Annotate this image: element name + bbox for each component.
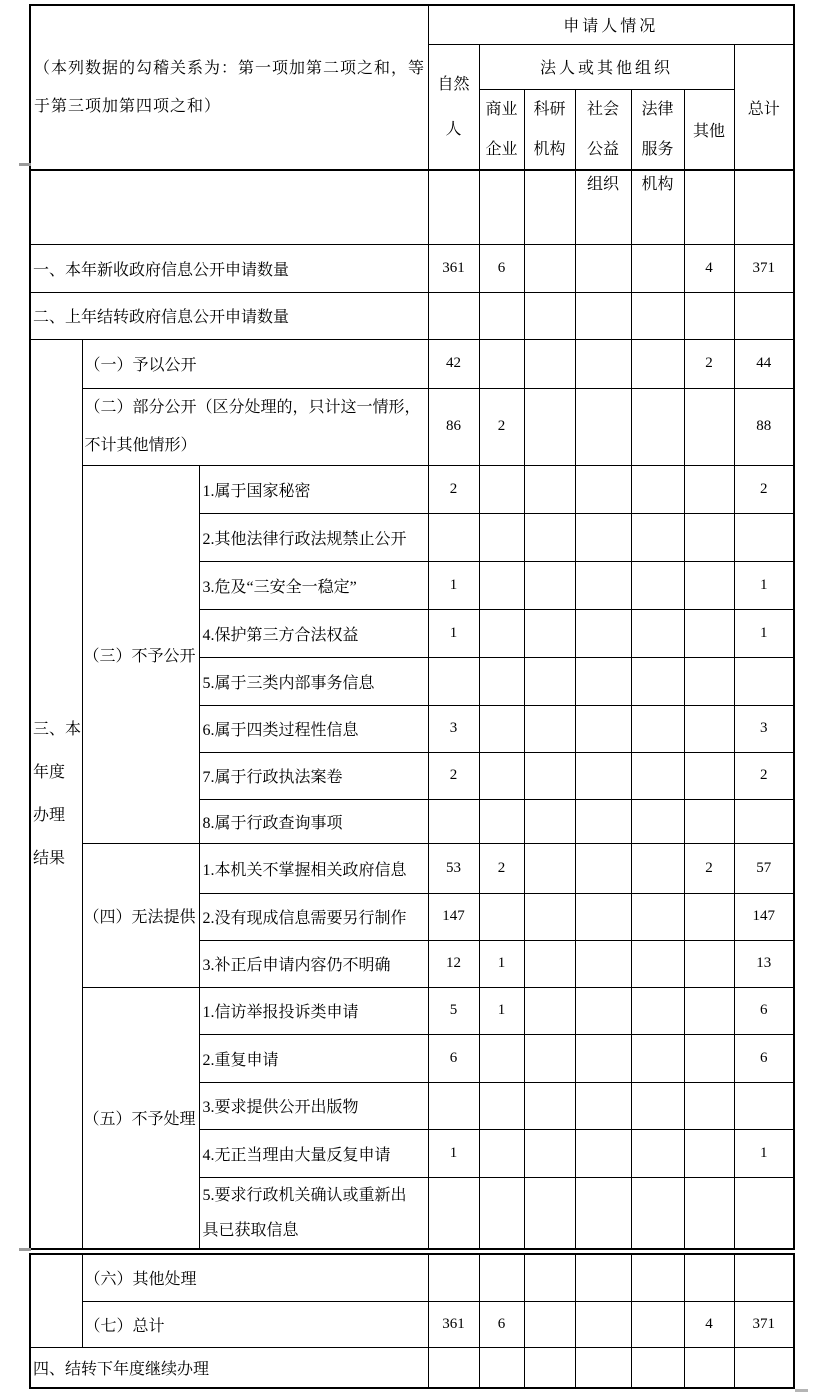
value-cell: 44 [734,339,794,388]
value-cell: 1 [734,561,794,609]
value-cell: 12 [428,940,479,987]
value-cell [684,1347,734,1388]
value-cell [684,799,734,843]
group-label-not-disclosed: （三）不予公开 [82,465,199,843]
value-cell [575,657,631,705]
value-cell: 1 [428,561,479,609]
value-cell: 1 [428,609,479,657]
item-label: 1.本机关不掌握相关政府信息 [199,843,428,893]
value-cell [631,657,684,705]
item-label: 1.属于国家秘密 [199,465,428,513]
value-cell [524,609,575,657]
value-cell [631,1082,684,1129]
item-label: 2.没有现成信息需要另行制作 [199,893,428,940]
value-cell [479,752,524,799]
row-label: （一）予以公开 [82,339,428,388]
value-cell [684,609,734,657]
value-cell [428,1254,479,1301]
header-legal-service-cont: 机构 [631,170,684,244]
item-label: 4.无正当理由大量反复申请 [199,1129,428,1177]
value-cell [479,339,524,388]
group-label-unable-to-provide: （四）无法提供 [82,843,199,987]
value-cell: 3 [734,705,794,752]
value-cell [428,513,479,561]
value-cell [684,1082,734,1129]
header-applicant-situation: 申请人情况 [428,5,794,44]
value-cell: 88 [734,388,794,465]
item-label: 4.保护第三方合法权益 [199,609,428,657]
value-cell [575,292,631,339]
value-cell [684,388,734,465]
value-cell [575,1129,631,1177]
value-cell [575,465,631,513]
value-cell: 1 [479,987,524,1034]
table-row [30,388,794,465]
value-cell [684,940,734,987]
value-cell [734,1082,794,1129]
value-cell [631,388,684,465]
value-cell [524,893,575,940]
value-cell [524,940,575,987]
value-cell [575,799,631,843]
value-cell: 2 [479,388,524,465]
value-cell [575,705,631,752]
value-cell: 2 [479,843,524,893]
value-cell [479,1034,524,1082]
value-cell [575,893,631,940]
value-cell [479,893,524,940]
page-break-mark [19,163,31,166]
value-cell [631,513,684,561]
value-cell: 2 [684,843,734,893]
value-cell: 53 [428,843,479,893]
value-cell [684,1254,734,1301]
value-cell: 371 [734,244,794,292]
value-cell [428,292,479,339]
value-cell: 86 [428,388,479,465]
row-label: 四、结转下年度继续办理 [30,1347,428,1388]
item-label: 2.重复申请 [199,1034,428,1082]
value-cell [524,1301,575,1347]
value-cell: 361 [428,1301,479,1347]
table-row [30,339,794,388]
value-cell [631,1301,684,1347]
value-cell [428,1347,479,1388]
page-break-mark [795,1389,808,1392]
value-cell [479,561,524,609]
row-label: （二）部分公开（区分处理的，只计这一情形， 不计其他情形） [82,388,428,465]
value-cell [479,292,524,339]
table-row [30,292,794,339]
value-cell: 147 [734,893,794,940]
item-label: 6.属于四类过程性信息 [199,705,428,752]
header-commercial-enterprise: 商业 企业 [479,89,524,171]
value-cell [631,799,684,843]
item-label: 8.属于行政查询事项 [199,799,428,843]
item-label: 7.属于行政执法案卷 [199,752,428,799]
value-cell [734,657,794,705]
header-legal-service: 法律 服务 [631,89,684,171]
value-cell [479,609,524,657]
value-cell [524,705,575,752]
value-cell: 2 [428,752,479,799]
group-label-year-results: 三、本 年度 办理 结果 [30,339,82,1249]
value-cell [479,513,524,561]
value-cell [524,987,575,1034]
row-label: 二、上年结转政府信息公开申请数量 [30,292,428,339]
value-cell [684,987,734,1034]
value-cell [684,1034,734,1082]
note-line-1: （本列数据的勾稽关系为：第一项加第二项之和，等 [34,59,426,77]
note-line-2: 于第三项加第四项之和） [34,97,222,115]
value-cell [631,705,684,752]
value-cell [631,292,684,339]
empty-cell [30,1254,82,1347]
item-label: 5.要求行政机关确认或重新出 具已获取信息 [199,1177,428,1249]
row-label: （七）总计 [82,1301,428,1347]
value-cell [631,843,684,893]
value-cell [631,1129,684,1177]
value-cell: 2 [734,465,794,513]
value-cell [684,1177,734,1249]
footer-section-table [29,1253,795,1389]
item-label: 1.信访举报投诉类申请 [199,987,428,1034]
value-cell [631,339,684,388]
header-research-institution: 科研 机构 [524,89,575,171]
item-label: 5.属于三类内部事务信息 [199,657,428,705]
item-label: 2.其他法律行政法规禁止公开 [199,513,428,561]
header-natural-person: 自然 人 [428,44,479,171]
value-cell [631,752,684,799]
header-other: 其他 [684,89,734,171]
value-cell: 361 [428,244,479,292]
value-cell [479,799,524,843]
value-cell [479,705,524,752]
row-label: （六）其他处理 [82,1254,428,1301]
value-cell [575,752,631,799]
value-cell [524,513,575,561]
value-cell [524,752,575,799]
table-row [30,987,794,1034]
value-cell [631,940,684,987]
value-cell: 2 [734,752,794,799]
value-cell [524,244,575,292]
value-cell [575,843,631,893]
value-cell: 5 [428,987,479,1034]
empty-cell [479,170,524,244]
value-cell [524,339,575,388]
value-cell [479,1254,524,1301]
value-cell: 1 [428,1129,479,1177]
value-cell [684,752,734,799]
value-cell [734,513,794,561]
value-cell [734,292,794,339]
value-cell [479,1347,524,1388]
value-cell: 6 [428,1034,479,1082]
value-cell: 147 [428,893,479,940]
value-cell: 6 [734,1034,794,1082]
value-cell [428,1082,479,1129]
header-section-table [29,4,795,172]
value-cell [575,1301,631,1347]
value-cell: 6 [479,1301,524,1347]
table-row [30,843,794,893]
value-cell [479,1082,524,1129]
value-cell: 3 [428,705,479,752]
value-cell: 371 [734,1301,794,1347]
value-cell: 1 [734,609,794,657]
value-cell [631,465,684,513]
empty-cell [524,170,575,244]
value-cell [524,1347,575,1388]
value-cell [524,799,575,843]
value-cell [734,1347,794,1388]
value-cell [524,843,575,893]
value-cell [428,1177,479,1249]
header-total: 总计 [734,44,794,171]
header-social-welfare: 社会 公益 [575,89,631,171]
value-cell [631,561,684,609]
row-label: 一、本年新收政府信息公开申请数量 [30,244,428,292]
value-cell [575,1177,631,1249]
value-cell [684,292,734,339]
body-section-table [29,169,795,1250]
page-break-mark [19,1248,31,1251]
value-cell [524,657,575,705]
value-cell: 57 [734,843,794,893]
value-cell [734,1177,794,1249]
item-label: 3.危及“三安全一稳定” [199,561,428,609]
value-cell [524,1034,575,1082]
value-cell [631,1254,684,1301]
value-cell [631,987,684,1034]
value-cell [684,657,734,705]
header-continuation-row [30,170,794,244]
table-row [30,1347,794,1388]
table-row [30,1301,794,1347]
value-cell [524,465,575,513]
value-cell: 2 [684,339,734,388]
table-row [30,465,794,513]
value-cell [479,1177,524,1249]
value-cell [479,465,524,513]
table-row [30,244,794,292]
value-cell [575,940,631,987]
value-cell [575,987,631,1034]
value-cell [684,513,734,561]
empty-cell [30,170,428,244]
value-cell: 42 [428,339,479,388]
value-cell [575,561,631,609]
value-cell [684,561,734,609]
value-cell [575,1347,631,1388]
value-cell [575,609,631,657]
value-cell [575,1034,631,1082]
value-cell: 1 [479,940,524,987]
table-row [30,5,794,44]
value-cell [631,1034,684,1082]
value-cell [479,1129,524,1177]
value-cell [575,339,631,388]
value-cell [631,1177,684,1249]
value-cell [684,893,734,940]
value-cell [684,1129,734,1177]
value-cell: 1 [734,1129,794,1177]
value-cell [734,799,794,843]
header-legal-org: 法人或其他组织 [479,44,734,89]
empty-cell [684,170,734,244]
value-cell: 6 [734,987,794,1034]
value-cell [575,388,631,465]
value-cell [575,244,631,292]
value-cell [428,657,479,705]
value-cell [524,1177,575,1249]
item-label: 3.要求提供公开出版物 [199,1082,428,1129]
value-cell: 4 [684,1301,734,1347]
value-cell [524,1082,575,1129]
value-cell [524,1129,575,1177]
value-cell [631,1347,684,1388]
table-row [30,1254,794,1301]
value-cell [428,799,479,843]
value-cell: 4 [684,244,734,292]
group-label-not-processed: （五）不予处理 [82,987,199,1249]
note-cell [30,5,428,171]
value-cell: 2 [428,465,479,513]
empty-cell [734,170,794,244]
value-cell [684,465,734,513]
value-cell [524,388,575,465]
empty-cell [428,170,479,244]
value-cell [631,893,684,940]
value-cell [631,244,684,292]
value-cell [575,513,631,561]
value-cell: 6 [479,244,524,292]
value-cell [524,292,575,339]
value-cell [684,705,734,752]
value-cell: 13 [734,940,794,987]
item-label: 3.补正后申请内容仍不明确 [199,940,428,987]
header-social-welfare-cont: 组织 [575,170,631,244]
value-cell [524,1254,575,1301]
value-cell [479,657,524,705]
value-cell [631,609,684,657]
value-cell [734,1254,794,1301]
value-cell [575,1254,631,1301]
value-cell [575,1082,631,1129]
value-cell [524,561,575,609]
